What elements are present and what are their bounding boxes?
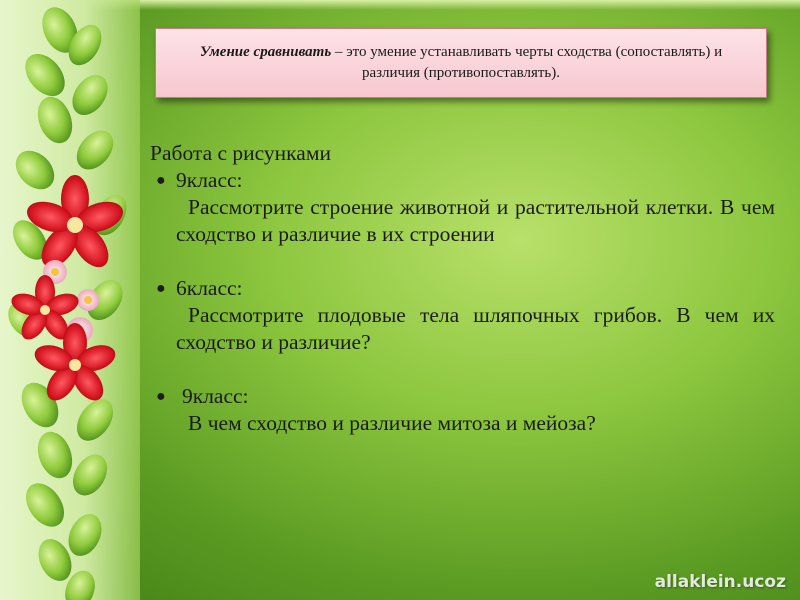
list-item bbox=[150, 383, 775, 437]
bullet-icon: ● bbox=[156, 172, 166, 189]
definition-text bbox=[176, 42, 746, 84]
bullet-icon: ● bbox=[156, 388, 166, 405]
site-watermark: allaklein.ucoz bbox=[654, 572, 786, 592]
list-item bbox=[150, 275, 775, 356]
list-item bbox=[150, 167, 775, 248]
section-heading: Работа с рисунками bbox=[150, 141, 331, 165]
grade-label: 9класс: bbox=[176, 168, 243, 192]
definition-term: Умение сравнивать bbox=[199, 44, 332, 60]
task-text: Рассмотрите строение животной и растительной клетки. В чем сходство и различие в их строении bbox=[176, 195, 775, 246]
definition-callout bbox=[155, 28, 767, 98]
definition-body: – это умение устанавливать черты сходства (сопоставлять) и различия (противопоставлять). bbox=[331, 44, 723, 81]
grade-label: 6класс: bbox=[176, 276, 243, 300]
bullet-icon: ● bbox=[156, 280, 166, 297]
task-text: Рассмотрите плодовые тела шляпочных грибов. В чем их сходство и различие? bbox=[176, 303, 775, 354]
main-content bbox=[150, 140, 775, 437]
task-text: В чем сходство и различие митоза и мейоза? bbox=[188, 411, 596, 435]
grade-label: 9класс: bbox=[182, 384, 249, 408]
flower-vine-decoration bbox=[0, 0, 140, 600]
